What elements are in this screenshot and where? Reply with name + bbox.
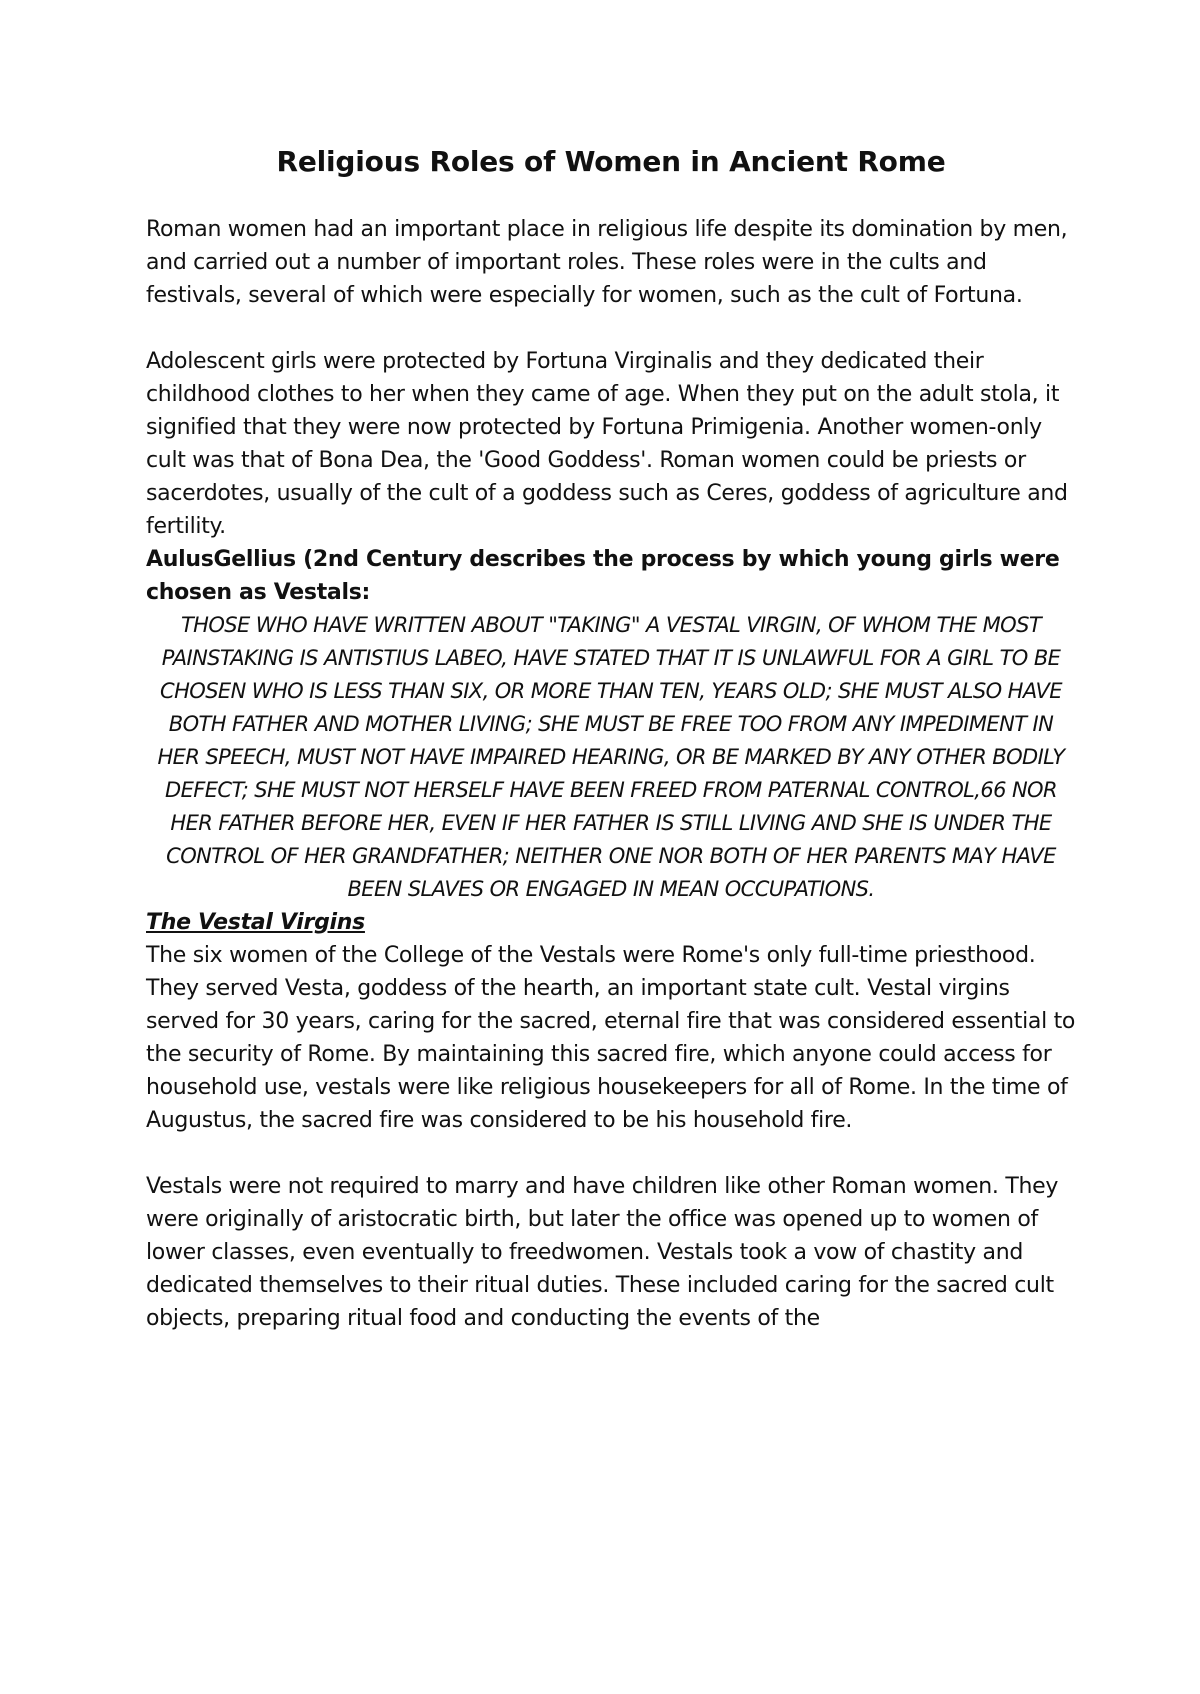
page-content	[146, 142, 1076, 1335]
vestal-paragraph-2: Vestals were not required to marry and have children like other Roman women. They were originally of aristocratic birth, but later the office was opened up to women of lower classes, even eventually to freedwomen. Vestals took a vow of chastity and dedicated themselves to their ritual duties. These included caring for the sacred cult objects, preparing ritual food and conducting the events of the	[146, 1174, 1059, 1331]
vestal-paragraph-1: The six women of the College of the Vestals were Rome's only full-time priesthood. They served Vesta, goddess of the hearth, an important state cult. Vestal virgins served for 30 years, caring for the sacred, eternal fire that was considered essential to the security of Rome. By maintaining this sacred fire, which anyone could access for household use, vestals were like religious housekeepers for all of Rome. In the time of Augustus, the sacred fire was considered to be his household fire.	[146, 943, 1076, 1133]
gellius-quote: THOSE WHO HAVE WRITTEN ABOUT "TAKING" A VESTAL VIRGIN, OF WHOM THE MOST PAINSTAKING IS ANTISTIUS LABEO, HAVE STATED THAT IT IS UNLAWFUL FOR A GIRL TO BE CHOSEN WHO IS LESS THAN SIX, OR MORE THAN TEN, YEARS OLD; SHE MUST ALSO HAVE BOTH FATHER AND MOTHER LIVING; SHE MUST BE FREE TOO FROM ANY IMPEDIMENT IN HER SPEECH, MUST NOT HAVE IMPAIRED HEARING, OR BE MARKED BY ANY OTHER BODILY DEFECT; SHE MUST NOT HERSELF HAVE BEEN FREED FROM PATERNAL CONTROL,66 NOR HER FATHER BEFORE HER, EVEN IF HER FATHER IS STILL LIVING AND SHE IS UNDER THE CONTROL OF HER GRANDFATHER; NEITHER ONE NOR BOTH OF HER PARENTS MAY HAVE BEEN SLAVES OR ENGAGED IN MEAN OCCUPATIONS.	[157, 613, 1065, 901]
gellius-heading: AulusGellius (2nd Century describes the process by which young girls were chosen as Vestals:	[146, 547, 1060, 605]
intro-paragraph: Roman women had an important place in religious life despite its domination by men, and carried out a number of important roles. These roles were in the cults and festivals, several of which were especially for women, such as the cult of Fortuna.	[146, 217, 1068, 308]
fortuna-paragraph: Adolescent girls were protected by Fortuna Virginalis and they dedicated their childhood clothes to her when they came of age. When they put on the adult stola, it signified that they were now protected by Fortuna Primigenia. Another women-only cult was that of Bona Dea, the 'Good Goddess'. Roman women could be priests or sacerdotes, usually of the cult of a goddess such as Ceres, goddess of agriculture and fertility.	[146, 349, 1068, 539]
document-title: Religious Roles of Women in Ancient Rome	[276, 145, 946, 178]
vestal-virgins-heading: The Vestal Virgins	[146, 910, 365, 935]
